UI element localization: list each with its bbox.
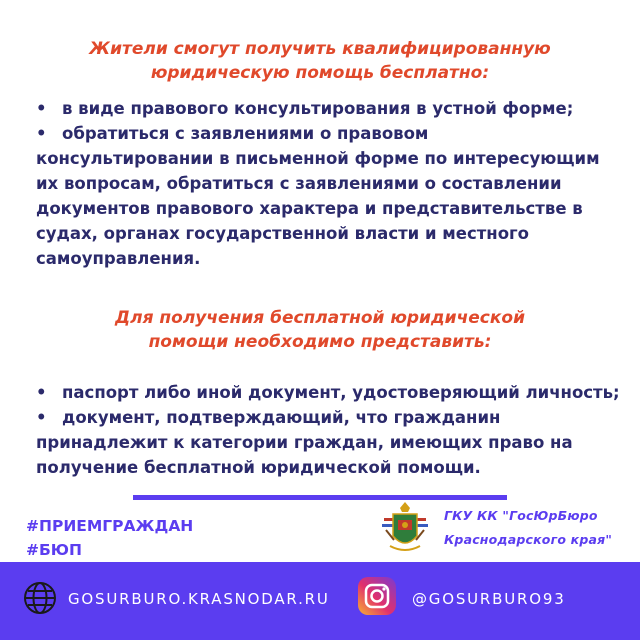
list-item: • документ, подтверждающий, что гражданин [36,405,626,430]
aid-forms-list [36,96,626,271]
list-item-continuation: судах, органах государственной власти и местного [36,224,529,243]
hashtag[interactable]: #БЮП [26,541,82,559]
instagram-icon [357,576,397,616]
org-line: Краснодарского края" [444,532,613,547]
list-item-continuation: получение бесплатной юридической помощи. [36,458,481,477]
org-line: ГКУ КК "ГосЮрБюро [444,508,598,523]
hashtag[interactable]: #ПРИЕМГРАЖДАН [26,517,194,535]
globe-icon [22,580,58,616]
instagram-handle[interactable]: @GOSURBURO93 [412,590,566,608]
divider-line [133,495,507,500]
list-item: • паспорт либо иной документ, удостоверяющий личность; [36,380,626,405]
bullet: • [36,408,47,427]
bullet: • [36,383,47,402]
bullet: • [36,99,47,118]
list-item-continuation: их вопросам, обратиться с заявлениями о составлении [36,174,562,193]
heading-line: Для получения бесплатной юридической [115,308,525,328]
required-documents-list [36,380,626,480]
list-item-continuation: консультировании в письменной форме по интересующим [36,149,600,168]
list-item-continuation: документов правового характера и представительстве в [36,199,583,218]
list-item: • в виде правового консультирования в устной форме; [36,96,626,121]
organization-name [444,504,634,552]
heading-free-legal-aid [0,37,640,85]
heading-line: помощи необходимо представить: [148,332,492,352]
list-item-continuation: самоуправления. [36,249,201,268]
heading-line: Жители смогут получить квалифицированную [89,39,551,59]
footer-bar [0,562,640,640]
heading-line: юридическую помощь бесплатно: [150,63,490,83]
krasnodar-coat-of-arms-icon [380,500,430,556]
list-item-continuation: принадлежит к категории граждан, имеющих право на [36,433,573,452]
bullet: • [36,124,47,143]
list-item: • обратиться с заявлениями о правовом [36,121,626,146]
heading-required-documents [0,306,640,354]
hashtags [26,514,193,562]
website-link[interactable]: GOSURBURO.KRASNODAR.RU [68,590,330,608]
